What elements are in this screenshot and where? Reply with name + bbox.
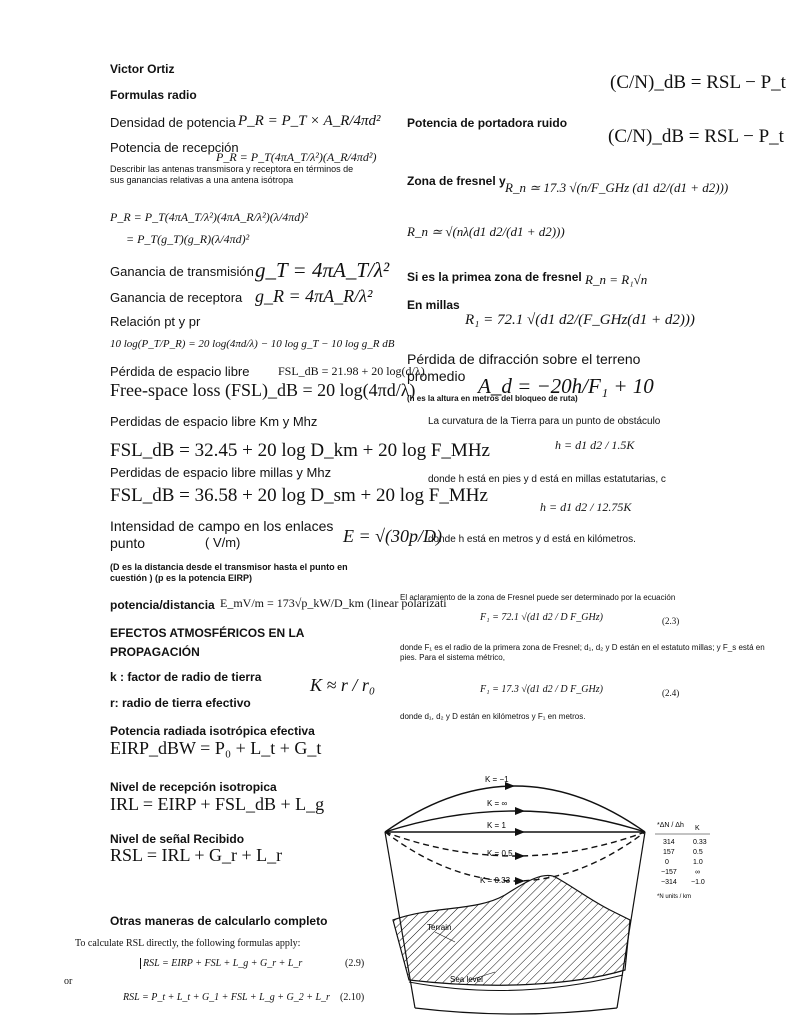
free-space-formula: Free-space loss (FSL)_dB = 20 log(4πd/λ) [110,380,416,400]
miles-label: En millas [407,298,460,312]
table-row-4-k: −1.0 [691,879,705,886]
power-distance-label: potencia/distancia [110,598,215,612]
fresnel-formula-1: R_n ≃ 17.3 √(n/F_GHz (d1 d2/(d1 + d2))) [505,180,729,195]
table-row-2-k: 1.0 [693,859,703,866]
label-k-0-33: K = 0.33 [480,876,511,885]
table-row-4-dn: −314 [661,879,677,886]
earth-bottom-curve [415,1008,617,1014]
fresnel-formula-2: R_n ≃ √(nλ(d1 d2/(d1 + d2))) [407,224,565,239]
k-factor-label: k : factor de radio de tierra [110,670,262,684]
ratio-formula: 10 log(P_T/P_R) = 20 log(4πd/λ) − 10 log g_T − 10 log g_R dB [110,338,395,350]
diffraction-note: (h es la altura en metros del bloqueo de ruta) [407,394,578,403]
author-name: Victor Ortiz [110,62,175,76]
antenna-description: Describir las antenas transmisora y receptora en términos de sus ganancias relativas a una antena isótropa [110,164,354,185]
first-zone-formula: R_n = R₁√n [585,272,648,287]
clearance-formula-2: F₁ = 17.3 √(d1 d2 / D F_GHz) [480,684,603,695]
field-strength-note: (D es la distancia desde el transmisor hasta el punto en cuestión ) (p es la potencia EIRP) [110,562,348,583]
table-row-0-dn: 314 [663,839,675,846]
miles-mhz-label: Perdidas de espacio libre millas y Mhz [110,465,332,480]
clearance-formula-1: F₁ = 72.1 √(d1 d2 / D F_GHz) [480,612,603,623]
tx-gain-formula: g_T = 4πA_T/λ² [255,258,390,282]
km-mhz-label: Perdidas de espacio libre Km y Mhz [110,414,318,429]
diffraction-formula: A_d = −20h/F₁ + 10 [478,374,654,398]
table-header-delta: *ΔN / Δh [657,822,684,829]
table-header-k: K [695,825,700,832]
reception-power-label: Potencia de recepción [110,140,239,155]
diffraction-label: Pérdida de difracción sobre el terreno promedio [407,351,641,384]
gain-formula-line-2: = P_T(g_T)(g_R)(λ/4πd)² [126,232,250,246]
label-k-minus-1: K = −1 [485,775,509,784]
curvature-label: La curvatura de la Tierra para un punto de obstáculo [428,416,661,427]
curvature-note-1: donde h está en pies y d está en millas estatutarias, c [428,474,666,485]
atmospheric-effects-title: EFECTOS ATMOSFÉRICOS EN LA PROPAGACIÓN [110,626,305,659]
rx-gain-label: Ganancia de receptora [110,290,243,305]
rsl-label: Nivel de señal Recibido [110,832,245,846]
curvature-formula-1: h = d1 d2 / 1.5K [555,438,635,452]
label-k-1: K = 1 [487,821,506,830]
clearance-formula-2-number: (2.4) [662,688,680,698]
rsl-formula: RSL = IRL + G_r + L_r [110,845,283,865]
table-row-1-k: 0.5 [693,849,703,856]
clearance-formula-1-number: (2.3) [662,616,680,626]
miles-mhz-formula: FSL_dB = 36.58 + 20 log D_sm + 20 log F_MHz [110,485,488,506]
first-zone-label: Si es la primea zona de fresnel [407,270,582,284]
irl-label: Nivel de recepción isotropica [110,780,277,794]
gain-formula-line-1: P_R = P_T(4πA_T/λ²)(4πA_R/λ²)(λ/4πd)² [110,210,308,224]
eirp-formula: EIRP_dBW = P₀ + L_t + G_t [110,738,322,758]
k-factor-formula: K ≈ r / r₀ [310,675,376,695]
label-k-0-5: K = 0.5 [487,849,513,858]
field-strength-label: Intensidad de campo en los enlaces punto [110,518,334,551]
clearance-description-2: donde d₁, d₂ y D están en kilómetros y F₁ en metros. [400,712,586,721]
cn-formula-top: (C/N)_dB = RSL − P_t [610,72,786,93]
table-row-0-k: 0.33 [693,839,707,846]
free-space-formula-small: FSL_dB = 21.98 + 20 log(d/λ) [278,364,425,378]
rsl-direct-intro: To calculate RSL directly, the following formulas apply: [75,938,301,949]
curvature-note-2: donde h está en metros y d está en kilómetros. [428,534,636,545]
eirp-label: Potencia radiada isotrópica efectiva [110,724,315,738]
power-density-formula: P_R = P_T × A_R/4πd² [238,113,381,129]
free-space-label: Pérdida de espacio libre [110,364,250,379]
carrier-noise-formula: (C/N)_dB = RSL − P_t [608,126,784,147]
section-title-formulas: Formulas radio [110,88,197,102]
table-row-3-dn: −157 [661,869,677,876]
rx-gain-formula: g_R = 4πA_R/λ² [255,286,373,306]
field-strength-unit: ( V/m) [205,535,241,550]
table-note: *N units / km [657,894,692,900]
clearance-description: donde F₁ es el radio de la primera zona de Fresnel; d₁, d₂ y D están en el estatuto millas; y F_s está en pies. Para el sistema métrico, [400,643,765,662]
clearance-label: El aclaramiento de la zona de Fresnel puede ser determinado por la ecuación [400,593,676,602]
rsl-direct-formula-1-number: (2.9) [345,958,365,969]
label-k-infinity: K = ∞ [487,799,508,808]
km-mhz-formula: FSL_dB = 32.45 + 20 log D_km + 20 log F_MHz [110,440,490,461]
sea-level-label: Sea level [450,975,483,984]
effective-radius-label: r: radio de tierra efectivo [110,696,251,710]
terrain-label: Terrain [427,923,452,932]
earth-curvature-diagram [375,770,755,1015]
irl-formula: IRL = EIRP + FSL_dB + L_g [110,794,325,814]
rsl-direct-formula-2-number: (2.10) [340,992,365,1003]
rsl-direct-formula-2: RSL = P_t + L_t + G_1 + FSL + L_g + G_2 + L_r [123,992,330,1003]
tx-gain-label: Ganancia de transmisión [110,264,254,279]
power-density-label: Densidad de potencia [110,115,236,130]
other-ways-title: Otras maneras de calcularlo completo [110,914,328,928]
table-row-1-dn: 157 [663,849,675,856]
carrier-noise-label: Potencia de portadora ruido [407,116,568,130]
miles-formula: R₁ = 72.1 √(d1 d2/(F_GHz(d1 + d2))) [465,312,695,328]
fresnel-zone-label: Zona de fresnel y [407,174,506,188]
field-strength-formula: E = √(30p/D) [343,526,443,546]
rsl-direct-formula-1: RSL = EIRP + FSL + L_g + G_r + L_r [140,958,302,969]
power-distance-formula: E_mV/m = 173√p_kW/D_km (linear polarizati [220,596,447,610]
reception-power-formula: P_R = P_T(4πA_T/λ²)(A_R/4πd²) [216,150,377,164]
or-label: or [64,976,73,987]
table-row-2-dn: 0 [665,859,669,866]
table-row-3-k: ∞ [695,869,700,876]
curvature-formula-2: h = d1 d2 / 12.75K [540,500,632,514]
ratio-label: Relación pt y pr [110,314,201,329]
